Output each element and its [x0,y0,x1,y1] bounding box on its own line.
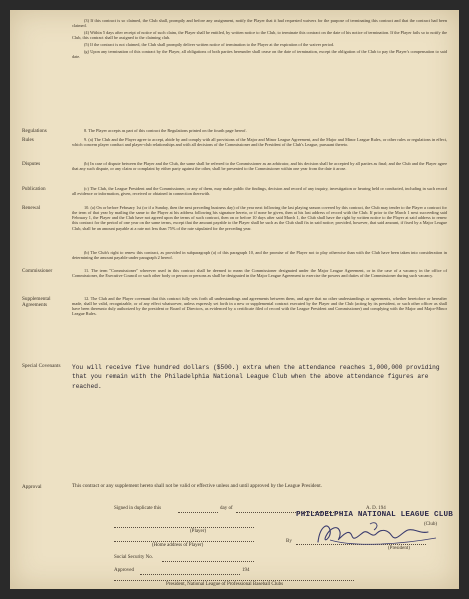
club-name-stamp: PHILADELPHIA NATIONAL LEAGUE CLUB [296,511,453,519]
section-text: (b) In case of dispute between the Player and the Club, the same shall be referred to the Commissioner as an arbitrator, and his decision shall be accepted by all parties as final; and the Club and the Player agree that any such dispute, or any claim or complaint by either party against the other, shall be presented to the Commissioner within one year from the date it arose. [72,161,447,172]
special-covenants-label: Special Covenants [22,363,61,369]
ssn-line [162,561,254,562]
contract-page [10,10,459,589]
signed-duplicate-label: Signed in duplicate this [114,506,162,511]
section-text: 12. The Club and the Player covenant that this contract fully sets forth all understandings and agreements between them, and agree that no other understandings or agreements, whether heretofore or hereafter made, shall be valid, recognizable, or of any effect whatsoever, unless expressly set forth in a new or supplemental contract executed by the Player and the Club (acting by its president, or such other officer as shall have been thereunto duly authorized by the president or Board of Directors, as evidenced by a certificate filed of record with the League President and Commissioner) and complying with the Major and Major-Minor League Rules. [72,296,447,317]
approval-text: This contract or any supplement hereto shall not be valid or effective unless and until approved by the League President. [72,483,322,489]
margin-label: Publication [22,186,46,192]
home-address-label: (Home address of Player) [152,543,204,548]
player-label: (Player) [190,529,207,534]
approved-year: 194 [242,568,250,573]
day-of-label: day of [220,506,233,511]
paragraph: (3) If this contract is so claimed, the Club shall, promptly and before any assignment, notify the Player that it had requested waivers for the purpose of terminating this contract and that the contract had been claimed. [72,18,447,29]
margin-label: Disputes [22,161,41,167]
paragraph: (g) Upon any termination of this contract by the Player, all obligations of both parties hereunder shall cease on the date of termination, except the obligation of the Club to pay the Player's compensation to said date. [72,48,447,59]
year-label: A. D. 194 [366,506,386,511]
top-paragraphs [72,18,447,60]
paragraph: (4) Within 5 days after receipt of notice of such claim, the Player shall be entitled, by written notice to the Club, to terminate this contract on the date of his notice of termination. If the Player fails so to notify the Club, this contract shall be assigned to the claiming club. [72,29,447,41]
ssn-label: Social Security No. [114,555,154,560]
margin-label: Regulations [22,128,47,134]
special-covenants-text: You will receive five hundred dollars ($500.) extra when the attendance reaches 1,000,000 providing that you remain with the Philadelphia National League Club when the above attendance figures are reached. [72,364,440,390]
margin-label: Supplemental Agreements [22,296,51,308]
day-line [178,512,218,513]
approved-label: Approved [114,568,134,573]
player-line [114,527,254,528]
club-label: (Club) [424,522,438,527]
section-text: 11. The term "Commissioner" wherever used in this contract shall be deemed to mean the Commissioner designated under the Major League Agreement, or in the case of a vacancy in the office of Commissioner, the Executive Council or such other body or person or persons as shall be designated in the Major League Agreement to exercise the powers and duties of the Commissioner during such vacancy. [72,268,447,279]
margin-label: Renewal [22,205,41,211]
approved-line [140,574,240,575]
approval-label: Approval [22,484,42,490]
footer-caption: President, National League of Professional Baseball Clubs [166,582,284,587]
section-text: 9. (a) The Club and the Player agree to accept, abide by and comply with all provisions of the Major and Minor League Agreement, and the Major and Minor League Rules, or other rules or regulations in effect, which concern player conduct and player-club relationships and with all decisions of the Commissioner and the President of the Club's League, pursuant thereto. [72,137,447,148]
section-text: (c) The Club, the League President and the Commissioner, or any of them, may make public the findings, decision and record of any inquiry, investigation or hearing held or conducted, including in such record all evidence or information, given, received or obtained in connection therewith. [72,186,447,197]
margin-label: Commissioner [22,268,53,274]
margin-label: Rules [22,137,34,143]
by-label: By [286,539,292,544]
league-president-line [114,580,354,581]
address-line [114,541,254,542]
president-signature [310,516,450,552]
section-text: 10. (a) On or before February 1st (or if a Sunday, then the next preceding business day) of the year next following the last playing season covered by this contract, the Club may tender to the Player a contract for the term of that year by mailing the same to the Player at his address following his signature hereto, or if none be given, then at his last address of record with the Club. If prior to the March 1 next succeeding said February 1, the Player and the Club have not agreed upon the terms of such contract, then on or before 10 days after said March 1, the Club shall have the right by written notice to the Player at said address to renew this contract for the period of one year on the same terms, except that the amount payable to the Player shall be such as the Club shall fix in said notice; provided, however, that said amount, if fixed by a Major League Club, shall be an amount payable at a rate not less than 75% of the rate stipulated for the preceding year. [72,205,447,231]
paragraph: (5) If the contract is not claimed, the Club shall promptly deliver written notice of termination to the Player at the expiration of the waiver period. [84,41,335,47]
president-label: (President) [388,546,410,551]
section-text: 8. The Player accepts as part of this contract the Regulations printed on the fourth page hereof. [84,128,247,133]
section-text: (b) The Club's right to renew this contract, as provided in subparagraph (a) of this paragraph 10, and the promise of the Player not to play otherwise than with the Club have been taken into consideration in determining the amount payable under paragraph 2 hereof. [72,250,447,261]
